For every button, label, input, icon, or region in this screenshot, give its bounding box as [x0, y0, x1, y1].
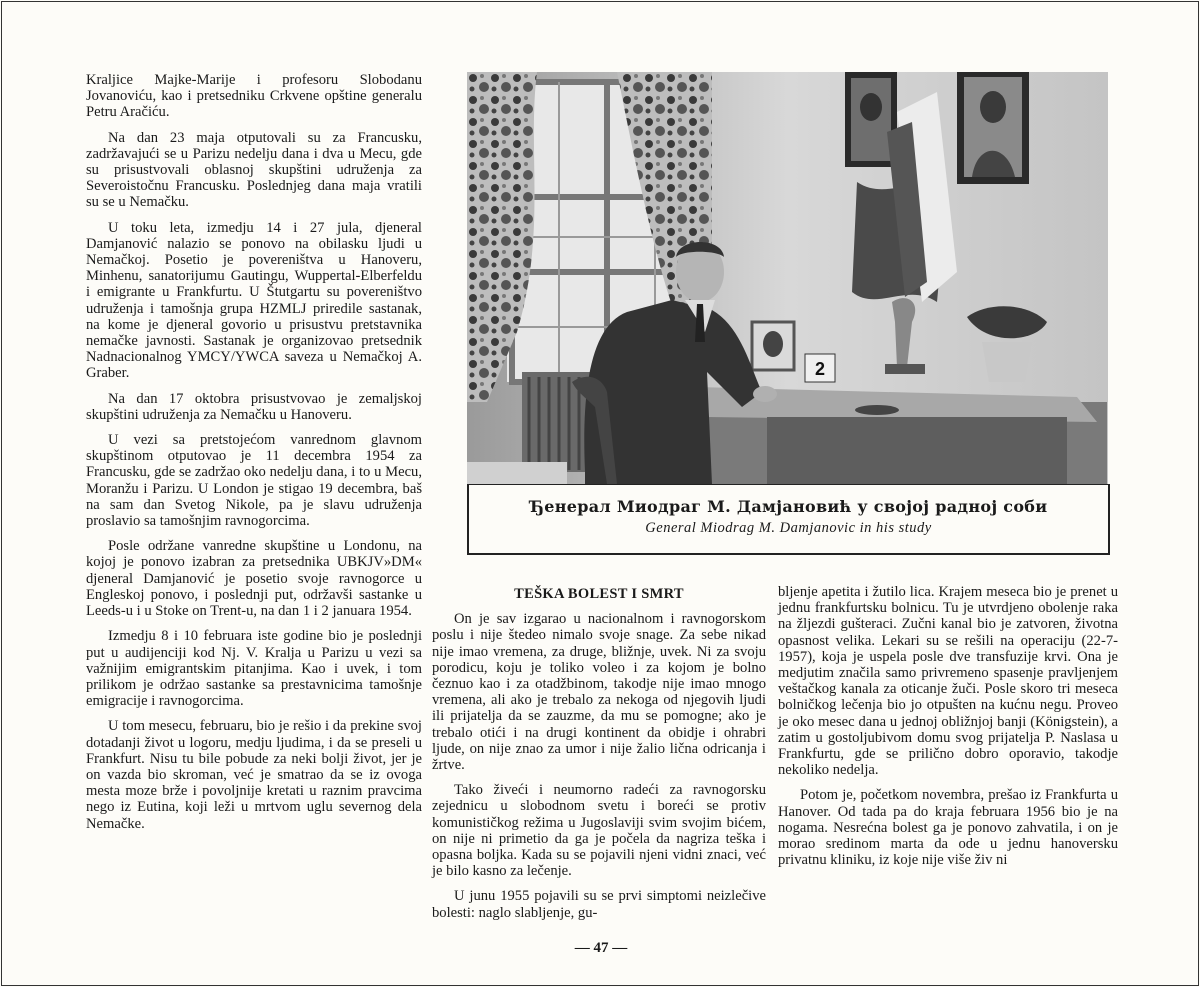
paragraph: U toku leta, izmedju 14 i 27 jula, djeneral Damjanović nalazio se ponovo na obilasku ljudi u Nemačkoj. Posetio je povereništva u Hanoveru, Minhenu, sanatorijumu Gautingu, Wuppertal-Elberfeldu i emigrante u Frankfurtu. U Štutgartu su povereništvo udruženja i tamošnja grupa HZMLJ priredile sastanak, na kome je djeneral govorio u prisustvu pretstavnika nemačke javnosti. Sastanak je organizovao pretsednik Nadnacionalnog YMCY/YWCA saveza u Nemačkoj A. Graber.	[86, 219, 422, 382]
paragraph: Na dan 23 maja otputovali su za Francusku, zadržavajući se u Parizu nedelju dana i dva u Mecu, gde su prisustvovali oblasnoj skupštini udruženja za Severoistočnu Francusku. Poslednjeg dana maja vratili su se u Nemačku.	[86, 129, 422, 211]
photo-caption	[467, 484, 1110, 555]
page-number	[0, 940, 1200, 957]
caption-serbian: Ђенерал Миодраг М. Дамјановић у својој радној соби	[529, 497, 1048, 516]
paragraph: Na dan 17 oktobra prisustvovao je zemaljskoj skupštini udruženja za Nemačku u Hanoveru.	[86, 390, 422, 423]
paragraph: Kraljice Majke-Marije i profesoru Slobodanu Jovanoviću, kao i pretsedniku Crkvene opštine generalu Petru Aračiću.	[86, 72, 422, 121]
caption-english: General Miodrag M. Damjanovic in his study	[645, 520, 932, 536]
photograph-general-in-study	[467, 72, 1108, 484]
paragraph: Posle održane vanredne skupštine u Londonu, na kojoj je ponovo izabran za pretsednika UBKJV»DM« djeneral Damjanović je posetio svoje ravnogorce u Engleskoj ponovo, i poslednji put, održavši sastanke u Leeds-u i u Stoke on Trent-u, na dan 1 i 2 januara 1954.	[86, 538, 422, 620]
paragraph: U junu 1955 pojavili su se prvi simptomi neizlečive bolesti: naglo slabljenje, gu-	[432, 888, 766, 921]
left-column	[86, 72, 422, 841]
paragraph: On je sav izgarao u nacionalnom i ravnogorskom poslu i nije štedeo nimalo svoje snage. Za sebe nikad nije imao vremena, za druge, bližnje, uvek. Ni za svoju porodicu, koju je toliko voleo i za kojom je bolno čeznuo kao i za otadžbinom, takodje nije imao mnogo vremena, ali ako je trebalo za nekoga od njegovih ljudi ili prijatelja da se zauzme, da mu se pomogne; ako je trebalo otići i na drugi kontinent da obidje i ohrabri ljude, on nije znao za umor i nije žalio lična odricanja i žrtve.	[432, 611, 766, 774]
right-column	[778, 584, 1118, 877]
calendar-day: 2	[814, 359, 826, 379]
paragraph: bljenje apetita i žutilo lica. Krajem meseca bio je prenet u jednu frankfurtsku bolnicu. Tu je utvrdjeno obolenje raka na žljezdi gušteraci. Zučni kanal bio je zatvoren, životna opasnost velika. Lekari su se rešili na operaciju (22-7-1957), koja je uspela posle dve transfuzije krvi. Ona je medjutim značila samo privremeno spasenje pravljenjem veštačkog kanala za oticanje žuči. Posle skoro tri meseca bolničkog lečenja bio jo otpušten na kućnu negu. Proveo je oko mesec dana u jednoj obližnjoj banji (Königstein), a zatim u gostoljubivom domu svog prijatelja P. Naslasa u Frankfurtu, gde se prilično dobro oporavio, takodje nekoliko nedelja.	[778, 584, 1118, 779]
paragraph: U vezi sa pretstojećom vanrednom glavnom skupštinom otputovao je 11 decembra 1954 za Francusku, gde se zadržao oko nedelju dana, i to u Mecu, Moranžu i Parizu. U London je stigao 19 decembra, baš na sam dan Svetog Nikole, pa je slavu udruženja proslavio sa tamošnjim ravnogorcima.	[86, 432, 422, 530]
paragraph: Potom je, početkom novembra, prešao iz Frankfurta u Hanover. Od tada pa do kraja februara 1956 bio je na nogama. Nesrećna bolest ga je ponovo zahvatila, i on je morao sredinom marta da ode u jednu hanoversku privatnu kliniku, iz koje nije više živ ni	[778, 787, 1118, 869]
section-heading: TEŠKA BOLEST I SMRT	[514, 586, 684, 602]
paragraph: U tom mesecu, februaru, bio je rešio i da prekine svoj dotadanji život u logoru, medju ljudima, i da se preseli u Frankfurt. Nisu tu bile pobude za neki bolji život, jer je on vazda bio skroman, već je smatrao da se iz ovoga mesta moze brže i povoljnije kretati u raznim pravcima nego iz Eutina, koji leži u mrtvom uglu severnog dela Nemačke.	[86, 718, 422, 832]
middle-column	[432, 586, 766, 930]
page-number-text: — 47 —	[574, 940, 628, 956]
paragraph: Tako živeći i neumorno radeći za ravnogorsku zejednicu u slobodnom svetu i boreći se protiv komunističkog režima u Jugoslaviji svim svojim bićem, on nije ni primetio da ga je počela da nagriza teška i opasna boljka. Kada su se pojavili njeni vidni znaci, već je bilo kasno za lečenje.	[432, 782, 766, 880]
paragraph: Izmedju 8 i 10 februara iste godine bio je poslednji put u audijenciji kod Nj. V. Kralja u Parizu u vezi sa važnijim emigrantskim pitanjima. Kao i uvek, i tom prilikom je održao sastanke sa prestavnicima tamošnje emigracije i ravnogorcima.	[86, 628, 422, 710]
